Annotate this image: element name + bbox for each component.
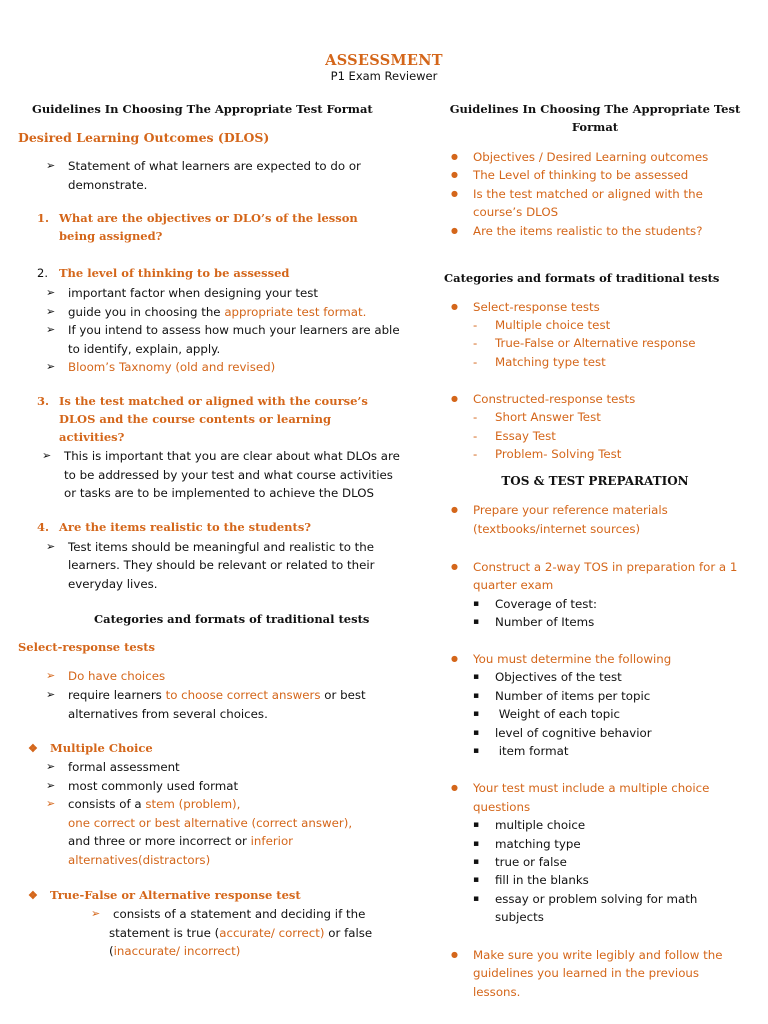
prep-item-4-line2: questions — [473, 800, 531, 814]
prep-item-5-line2: guidelines you learned in the previous — [473, 966, 700, 980]
right-list-item-cont: course’s DLOS — [473, 205, 559, 219]
q3-item-line2: to be addressed by your test and what course activities — [64, 468, 393, 482]
true-false-heading: ❖ True-False or Alternative response test — [50, 887, 301, 904]
question-1-line2: being assigned? — [59, 229, 163, 243]
select-response-item: ● Select-response tests — [473, 298, 600, 317]
tf-item: ➢ consists of a statement and deciding if the — [113, 905, 365, 924]
right-categories-heading: Categories and formats of traditional tests — [444, 271, 720, 285]
select-subitem: - Multiple choice test — [495, 316, 610, 335]
page-title: ASSESSMENT — [325, 52, 443, 69]
prep-item-1-line2: (textbooks/internet sources) — [473, 522, 641, 536]
prep-item-3: ● You must determine the following — [473, 650, 671, 669]
left-categories-heading: Categories and formats of traditional tests — [94, 612, 370, 626]
mc-item-c: ➢ consists of a stem (problem), — [68, 795, 240, 814]
multiple-choice-heading: ❖ Multiple Choice — [50, 740, 153, 757]
question-1: 1. What are the objectives or DLO’s of the lesson — [37, 211, 358, 225]
prep-item-5: ● Make sure you write legibly and follow the — [473, 946, 723, 965]
tos-heading: TOS & TEST PREPARATION — [501, 474, 689, 488]
right-list-item: ● The Level of thinking to be assessed — [473, 166, 688, 185]
mc-item-b: ➢ most commonly used format — [68, 777, 238, 796]
right-list-item: ● Objectives / Desired Learning outcomes — [473, 148, 708, 167]
prep-subitem: ▪ true or false — [495, 853, 567, 872]
q4-item: ➢ Test items should be meaningful and realistic to the — [68, 538, 374, 557]
prep-subitem: ▪ Weight of each topic — [495, 705, 620, 724]
prep-item-2: ● Construct a 2-way TOS in preparation for a 1 — [473, 558, 737, 577]
q2-item-d: ➢ Bloom’s Taxnomy (old and revised) — [68, 358, 275, 377]
tf-item-line2: statement is true (accurate/ correct) or false — [109, 926, 373, 940]
mc-item-c-line3: and three or more incorrect or inferior — [68, 834, 294, 848]
q2-item-c-line2: to identify, explain, apply. — [68, 342, 221, 356]
prep-subitem: ▪ Objectives of the test — [495, 668, 622, 687]
select-item-b-line2: alternatives from several choices. — [68, 707, 268, 721]
prep-item-5-line3: lessons. — [473, 985, 521, 999]
select-subitem: - True-False or Alternative response — [495, 334, 696, 353]
question-4: 4. Are the items realistic to the students? — [37, 520, 312, 534]
q3-item-line3: or tasks are to be implemented to achieve the DLOS — [64, 486, 375, 500]
q2-item-c: ➢ If you intend to assess how much your learners are able — [68, 321, 400, 340]
constructed-subitem: - Essay Test — [495, 427, 556, 446]
prep-subitem-cont: subjects — [495, 910, 544, 924]
select-subitem: - Matching type test — [495, 353, 606, 372]
select-item-b: ➢ require learners to choose correct answers or best — [68, 686, 366, 705]
page-subtitle: P1 Exam Reviewer — [330, 69, 438, 83]
prep-subitem: ▪ item format — [495, 742, 569, 761]
right-heading: Guidelines In Choosing The Appropriate Test — [449, 102, 741, 116]
constructed-subitem: - Short Answer Test — [495, 408, 601, 427]
q3-item: ➢ This is important that you are clear about what DLOs are — [64, 447, 400, 466]
mc-item-a: ➢ formal assessment — [68, 758, 180, 777]
select-item-a: ➢ Do have choices — [68, 667, 165, 686]
prep-subitem: ▪ essay or problem solving for math — [495, 890, 697, 909]
prep-subitem: ▪ multiple choice — [495, 816, 585, 835]
dlos-statement-2: demonstrate. — [68, 178, 148, 192]
prep-item-4: ● Your test must include a multiple choice — [473, 779, 709, 798]
mc-item-c-line2: one correct or best alternative (correct answer), — [68, 816, 353, 830]
prep-subitem: ▪ level of cognitive behavior — [495, 724, 652, 743]
constructed-subitem: - Problem- Solving Test — [495, 445, 621, 464]
mc-item-c-line4: alternatives(distractors) — [68, 853, 211, 867]
right-list-item: ● Is the test matched or aligned with the — [473, 185, 703, 204]
prep-item-2-line2: quarter exam — [473, 578, 554, 592]
question-3-line3: activities? — [59, 430, 125, 444]
left-heading: Guidelines In Choosing The Appropriate Test Format — [32, 102, 373, 116]
dlos-statement: ➢ Statement of what learners are expected to do or — [68, 157, 361, 176]
prep-subitem: ▪ Number of items per topic — [495, 687, 650, 706]
question-3-line2: DLOS and the course contents or learning — [59, 412, 331, 426]
tf-item-line3: (inaccurate/ incorrect) — [109, 944, 241, 958]
prep-subitem: ▪ Number of Items — [495, 613, 594, 632]
q4-item-line2: learners. They should be relevant or related to their — [68, 558, 375, 572]
right-list-item: ● Are the items realistic to the students? — [473, 222, 702, 241]
question-3: 3. Is the test matched or aligned with the course’s — [37, 394, 368, 408]
constructed-response-item: ● Constructed-response tests — [473, 390, 635, 409]
prep-subitem: ▪ Coverage of test: — [495, 595, 597, 614]
q2-item-a: ➢ important factor when designing your test — [68, 284, 318, 303]
prep-item-1: ● Prepare your reference materials — [473, 501, 668, 520]
prep-subitem: ▪ matching type — [495, 835, 581, 854]
question-2: 2. The level of thinking to be assessed — [37, 266, 290, 280]
q4-item-line3: everyday lives. — [68, 577, 158, 591]
prep-subitem: ▪ fill in the blanks — [495, 871, 589, 890]
right-heading-line2: Format — [571, 120, 619, 134]
select-response-heading: Select-response tests — [18, 640, 156, 654]
q2-item-b: ➢ guide you in choosing the appropriate test format. — [68, 303, 366, 322]
dlos-heading: Desired Learning Outcomes (DLOS) — [18, 130, 270, 145]
